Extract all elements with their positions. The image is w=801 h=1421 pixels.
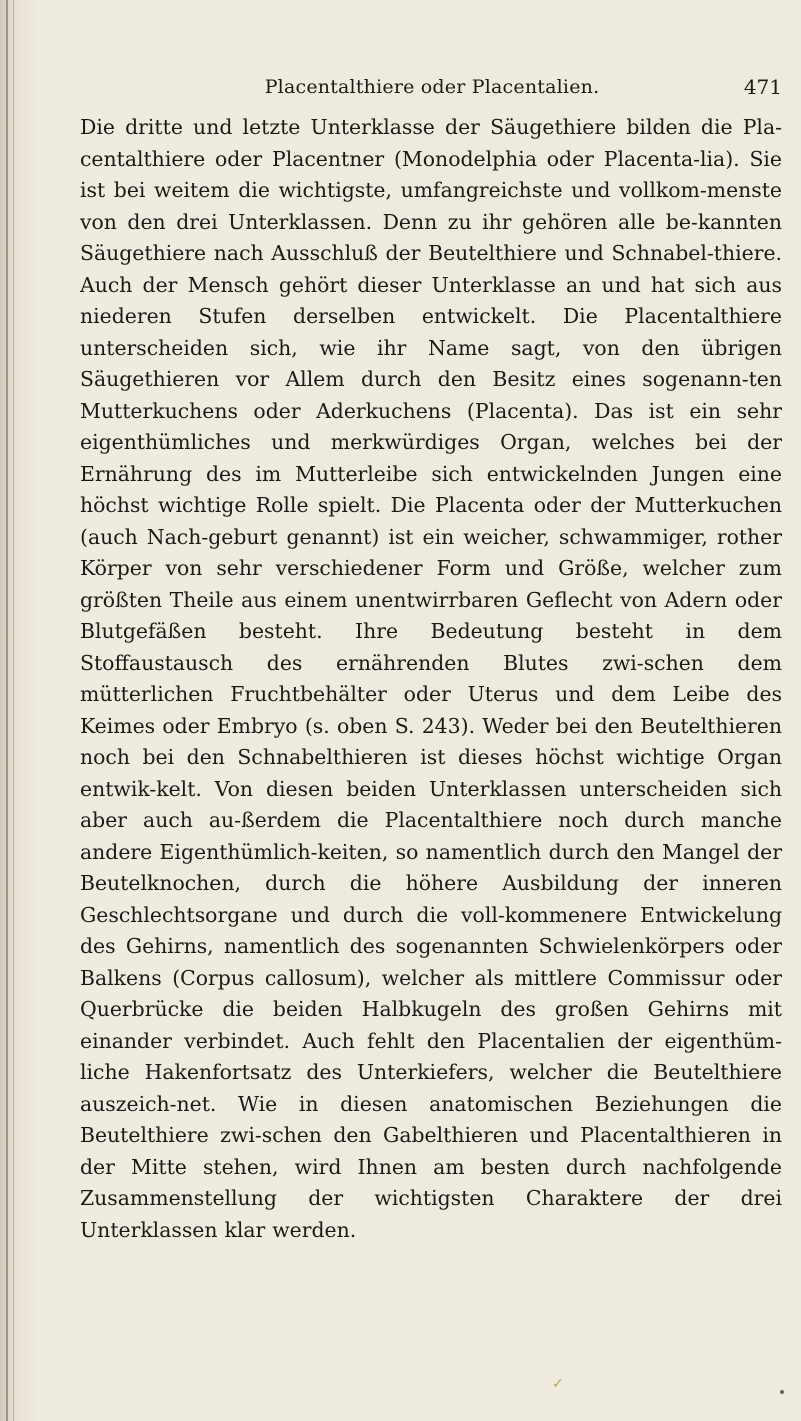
page-number: 471 xyxy=(743,75,782,99)
binding-edge xyxy=(6,0,8,1421)
running-title: Placentalthiere oder Placentalien. xyxy=(264,76,600,98)
binding-edge-shadow xyxy=(13,0,14,1421)
body-paragraph: Die dritte und letzte Unterklasse der Säugethiere bilden die Pla-centalthiere oder Placentner (Monodelphia oder Placenta-lia). Sie ist bei weitem die wichtigste, umfangreichste und vollkom-menste von den drei Unterklassen. Denn zu ihr gehören alle be-kannten Säugethiere nach Ausschluß der Beutelthiere und Schnabel-thiere. Auch der Mensch gehört dieser Unterklasse an und hat sich aus niederen Stufen derselben entwickelt. Die Placentalthiere unterscheiden sich, wie ihr Name sagt, von den übrigen Säugethieren vor Allem durch den Besitz eines sogenann-ten Mutterkuchens oder Aderkuchens (Placenta). Das ist ein sehr eigenthümliches und merkwürdiges Organ, welches bei der Ernährung des im Mutterleibe sich entwickelnden Jungen eine höchst wichtige Rolle spielt. Die Placenta oder der Mutterkuchen (auch Nach-geburt genannt) ist ein weicher, schwammiger, rother Körper von sehr verschiedener Form und Größe, welcher zum größten Theile aus einem unentwirrbaren Geflecht von Adern oder Blutgefäßen besteht. Ihre Bedeutung besteht in dem Stoffaustausch des ernährenden Blutes zwi-schen dem mütterlichen Fruchtbehälter oder Uterus und dem Leibe des Keimes oder Embryo (s. oben S. 243). Weder bei den Beutelthieren noch bei den Schnabelthieren ist dieses höchst wichtige Organ entwik-kelt. Von diesen beiden Unterklassen unterscheiden sich aber auch au-ßerdem die Placentalthiere noch durch manche andere Eigenthümlich-keiten, so namentlich durch den Mangel der Beutelknochen, durch die höhere Ausbildung der inneren Geschlechtsorgane und durch die voll-kommenere Entwickelung des Gehirns, namentlich des sogenannten Schwielenkörpers oder Balkens (Corpus callosum), welcher als mittlere Commissur oder Querbrücke die beiden Halbkugeln des großen Gehirns mit einander verbindet. Auch fehlt den Placentalien der eigenthüm-liche Hakenfortsatz des Unterkiefers, welcher die Beutelthiere auszeich-net. Wie in diesen anatomischen Beziehungen die Beutelthiere zwi-schen den Gabelthieren und Placentalthieren in der Mitte stehen, wird Ihnen am besten durch nachfolgende Zusammenstellung der wichtigsten Charaktere der drei Unterklassen klar werden. xyxy=(80,115,782,1242)
ink-spot xyxy=(780,1390,784,1394)
page-header xyxy=(82,72,782,102)
pencil-mark-icon: ✓ xyxy=(552,1376,564,1392)
